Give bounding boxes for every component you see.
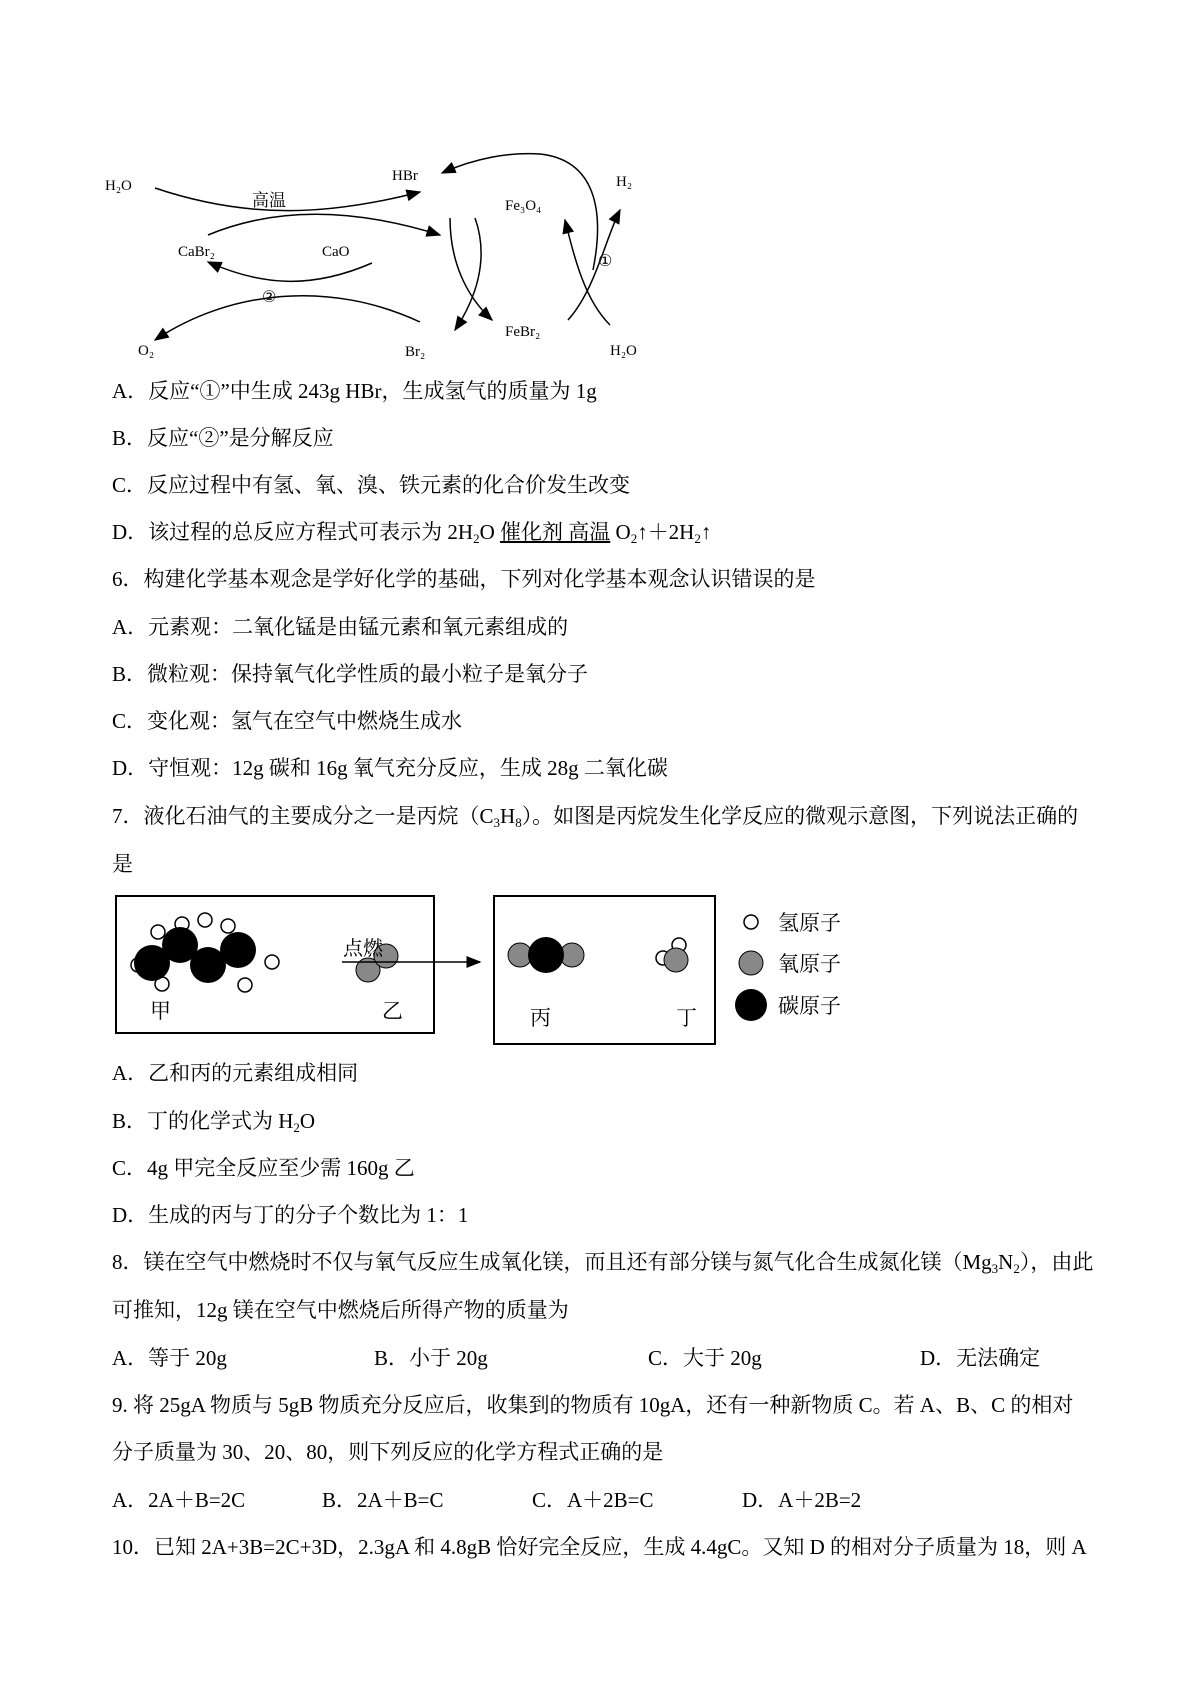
q7-stem-line1: 7．液化石油气的主要成分之一是丙烷$(C_3H_8)$。如图是丙烷发生化学反应的微观示意图，下列说法正确的 [112, 804, 1079, 830]
q9-stem-line1: 9. 将 25gA 物质与 5gB 物质充分反应后，收集到的物质有 10gA，还有一种新物质 C。若 A、B、C 的相对 [112, 1393, 1074, 1417]
legend-oxygen: 氧原子 [778, 953, 841, 976]
q9-option-c: C．A＋2B=C [532, 1488, 654, 1512]
q6-option-b: B．微粒观：保持氧气化学性质的最小粒子是氧分子 [112, 662, 589, 686]
q5-option-d: D．该过程的总反应方程式可表示为 $2H_2O$ 催化剂 高温 $O_2↑+2H_2↑$ [112, 520, 712, 546]
q6-option-c: C．变化观：氢气在空气中燃烧生成水 [112, 709, 463, 733]
q5-option-a: A．反应“①”中生成 243g HBr，生成氢气的质量为 1g [112, 379, 597, 403]
label-o2: O₂ [138, 343, 155, 359]
label-br2: Br₂ [405, 344, 426, 360]
q9-stem-line2: 分子质量为 30、20、80，则下列反应的化学方程式正确的是 [112, 1440, 664, 1464]
q7-option-c: C．4g 甲完全反应至少需 160g 乙 [112, 1156, 415, 1180]
label-ding: 丁 [676, 1007, 697, 1030]
q8-option-b: B．小于 20g [374, 1346, 488, 1370]
q9-option-b: B．2A＋B=C [322, 1488, 444, 1512]
label-febr2: FeBr₂ [505, 324, 541, 340]
q5-option-b: B．反应“②”是分解反应 [112, 426, 334, 450]
q7-stem-line2: 是 [112, 852, 133, 876]
q8-stem-line2: 可推知，12g 镁在空气中燃烧后所得产物的质量为 [112, 1298, 569, 1322]
label-circle-1: ① [598, 253, 613, 270]
atom-legend [735, 912, 841, 1021]
q8-option-d: D．无法确定 [920, 1346, 1041, 1370]
propane-molecule [131, 913, 279, 992]
q8-stem-line1: 8．镁在空气中燃烧时不仅与氧气反应生成氧化镁，而且还有部分镁与氮气化合生成氮化镁$(Mg_3N_2)$，由此 [112, 1250, 1094, 1276]
reaction-condition: 催化剂 高温 [500, 520, 611, 544]
arrow-br2-to-o2 [155, 296, 420, 340]
legend-hydrogen: 氢原子 [778, 912, 841, 935]
q7-option-d: D．生成的丙与丁的分子个数比为 1：1 [112, 1203, 469, 1227]
q8-option-a: A．等于 20g [112, 1346, 227, 1370]
legend-carbon: 碳原子 [778, 995, 841, 1018]
carbon-dioxide-molecule [508, 937, 584, 973]
hydrogen-atom-icon [744, 915, 758, 929]
label-h2: H₂ [616, 174, 633, 190]
q9-option-a: A．2A＋B=2C [112, 1488, 246, 1512]
label-h2o-left: H₂O [105, 178, 132, 194]
water-molecule [656, 938, 688, 972]
propane-reaction-diagram [110, 890, 890, 1050]
carbon-atom-icon [735, 989, 767, 1021]
label-gaowen: 高温 [252, 191, 286, 210]
reaction-cycle-diagram [100, 150, 740, 365]
label-yi: 乙 [382, 1000, 403, 1023]
label-cao: CaO [322, 244, 350, 260]
arrow-hbr-to-br2 [455, 218, 481, 330]
q10-stem-line1: 10．已知 2A+3B=2C+3D，2.3gA 和 4.8gB 恰好完全反应，生成 4.4gC。又知 D 的相对分子质量为 18，则 A [112, 1535, 1087, 1559]
label-circle-2: ② [262, 289, 277, 306]
q7-option-a: A．乙和丙的元素组成相同 [112, 1061, 359, 1085]
label-cabr2: CaBr₂ [178, 244, 215, 260]
label-h2o-right: H₂O [610, 343, 637, 359]
arrow-cao-to-cabr2 [208, 262, 372, 281]
q7-option-b: B．丁的化学式为 $H_2O$ [112, 1109, 316, 1135]
arrow-cabr2-to-cao [208, 214, 440, 235]
label-jia: 甲 [150, 1000, 171, 1023]
label-hbr: HBr [392, 168, 418, 184]
q5-option-c: C．反应过程中有氢、氧、溴、铁元素的化合价发生改变 [112, 473, 631, 497]
arrow-to-fe3o4 [565, 220, 613, 325]
oxygen-atom-icon [739, 951, 763, 975]
q9-option-d: D．A＋2B=2 [742, 1488, 862, 1512]
arrow-to-febr2 [450, 218, 492, 320]
label-fe3o4: Fe₃O₄ [505, 198, 542, 214]
q8-option-c: C．大于 20g [648, 1346, 762, 1370]
label-dianran-visible: 点燃 [343, 938, 383, 960]
q6-option-d: D．守恒观：12g 碳和 16g 氧气充分反应，生成 28g 二氧化碳 [112, 756, 668, 780]
arrow-h2o-to-hbr [155, 188, 420, 211]
label-bing: 丙 [530, 1007, 551, 1030]
q6-option-a: A．元素观：二氧化锰是由锰元素和氧元素组成的 [112, 615, 569, 639]
q6-stem: 6．构建化学基本观念是学好化学的基础，下列对化学基本观念认识错误的是 [112, 567, 816, 591]
